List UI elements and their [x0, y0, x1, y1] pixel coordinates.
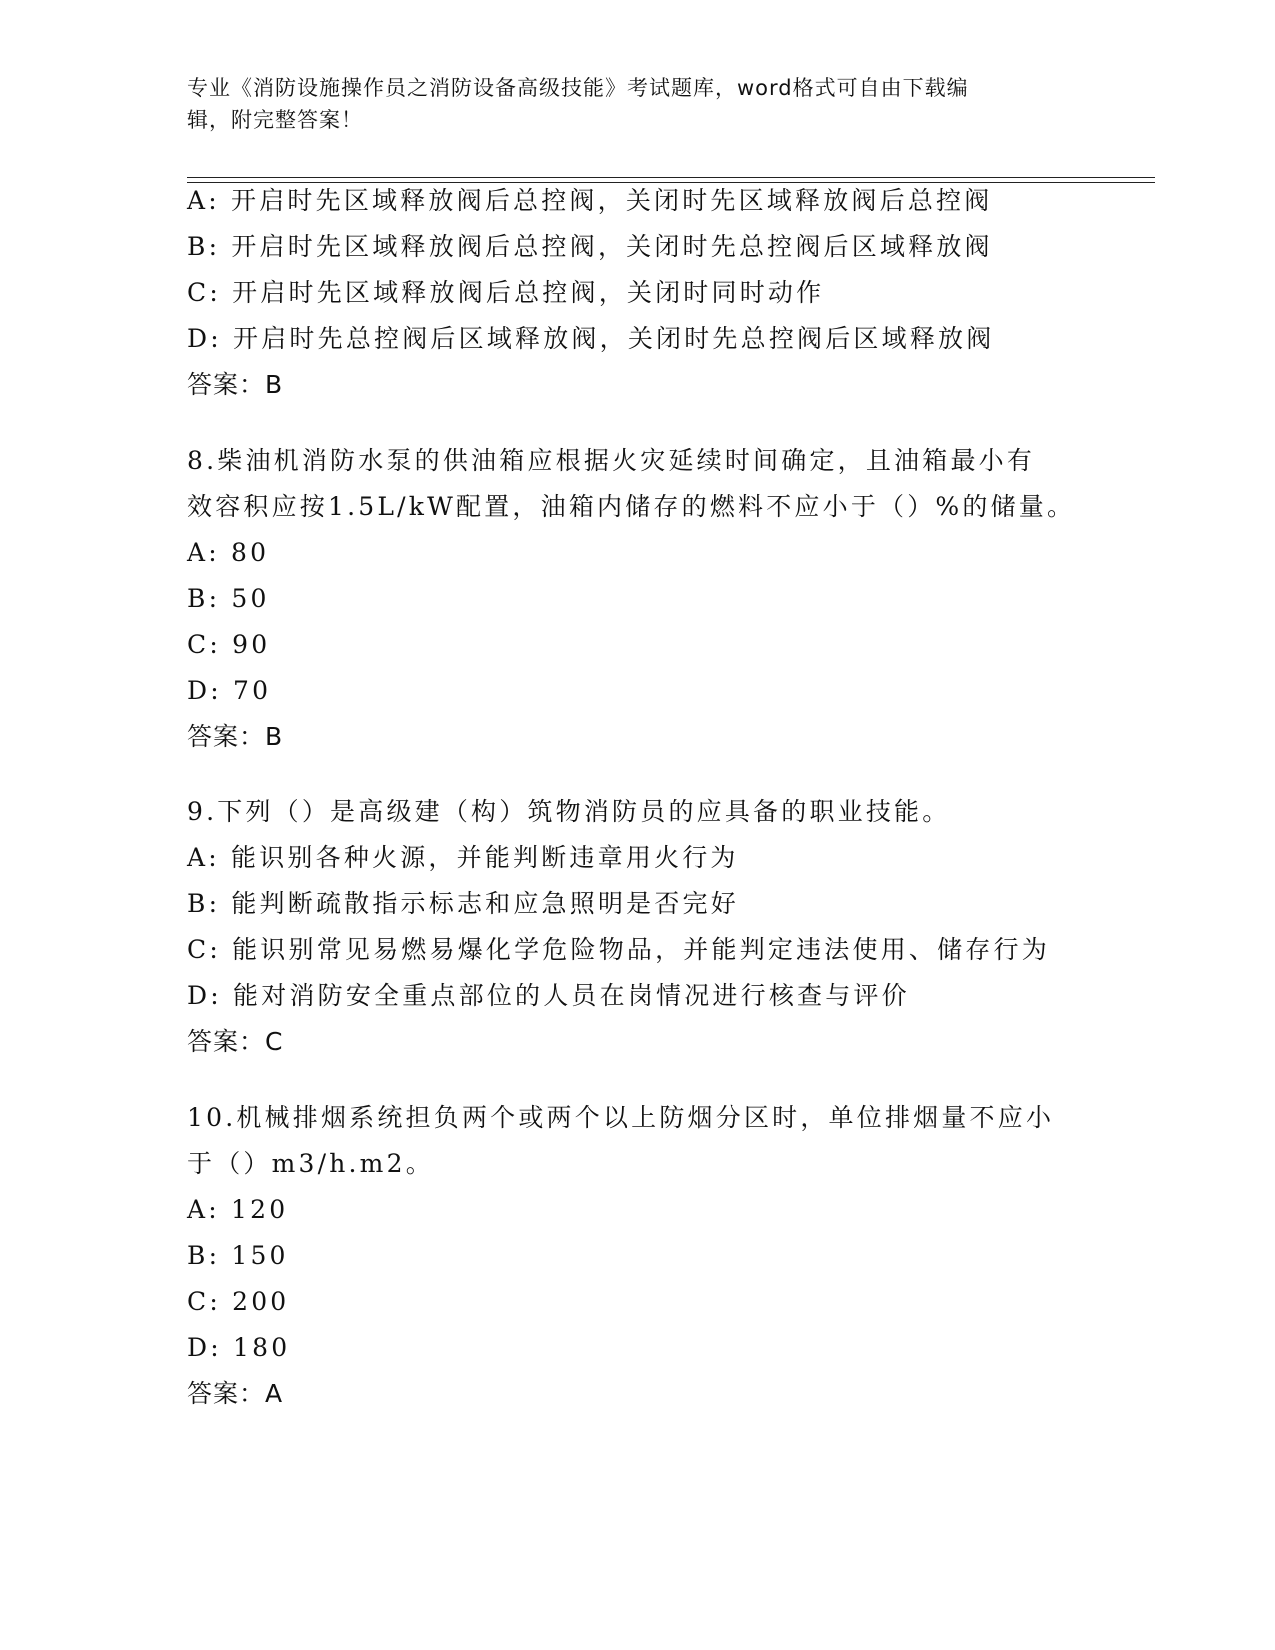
- q10-option-a: A: 120: [187, 1195, 289, 1224]
- q7-option-c: C: 开启时先区域释放阀后总控阀，关闭时同时动作: [187, 278, 825, 307]
- question-8: [187, 438, 1087, 760]
- q9-option-c: C: 能识别常见易燃易爆化学危险物品，并能判定违法使用、储存行为: [187, 935, 1050, 964]
- question-7-tail: [187, 178, 1087, 408]
- q7-answer: 答案：B: [187, 370, 284, 399]
- question-9: [187, 789, 1087, 1065]
- q7-option-a: A: 开启时先区域释放阀后总控阀，关闭时先区域释放阀后总控阀: [187, 186, 993, 215]
- q7-option-d: D: 开启时先总控阀后区域释放阀，关闭时先总控阀后区域释放阀: [187, 324, 995, 353]
- q9-option-d: D: 能对消防安全重点部位的人员在岗情况进行核查与评价: [187, 981, 910, 1010]
- document-header: [187, 72, 1067, 136]
- q10-stem-line-1: 10.机械排烟系统担负两个或两个以上防烟分区时，单位排烟量不应小: [187, 1103, 1055, 1132]
- q9-option-b: B: 能判断疏散指示标志和应急照明是否完好: [187, 889, 739, 918]
- q9-stem-line-1: 9.下列（）是高级建（构）筑物消防员的应具备的职业技能。: [187, 797, 951, 826]
- q8-option-b: B: 50: [187, 584, 270, 613]
- q10-answer: 答案：A: [187, 1379, 284, 1408]
- q10-option-d: D: 180: [187, 1333, 291, 1362]
- q8-option-d: D: 70: [187, 676, 272, 705]
- q9-option-a: A: 能识别各种火源，并能判断违章用火行为: [187, 843, 739, 872]
- q8-stem-line-1: 8.柴油机消防水泵的供油箱应根据火灾延续时间确定，且油箱最小有: [187, 446, 1036, 475]
- q8-stem-line-2: 效容积应按1.5L/kW配置，油箱内储存的燃料不应小于（）%的储量。: [187, 492, 1076, 521]
- q7-option-b: B: 开启时先区域释放阀后总控阀，关闭时先总控阀后区域释放阀: [187, 232, 993, 261]
- q10-option-c: C: 200: [187, 1287, 290, 1316]
- q10-stem-line-2: 于（）m3/h.m2。: [187, 1149, 434, 1178]
- q8-option-a: A: 80: [187, 538, 270, 567]
- q9-answer: 答案：C: [187, 1027, 284, 1056]
- q8-option-c: C: 90: [187, 630, 271, 659]
- question-10: [187, 1095, 1087, 1417]
- header-line-1: 专业《消防设施操作员之消防设备高级技能》考试题库，word格式可自由下载编: [187, 76, 969, 100]
- header-line-2: 辑，附完整答案！: [187, 108, 363, 132]
- q8-answer: 答案：B: [187, 722, 284, 751]
- q10-option-b: B: 150: [187, 1241, 289, 1270]
